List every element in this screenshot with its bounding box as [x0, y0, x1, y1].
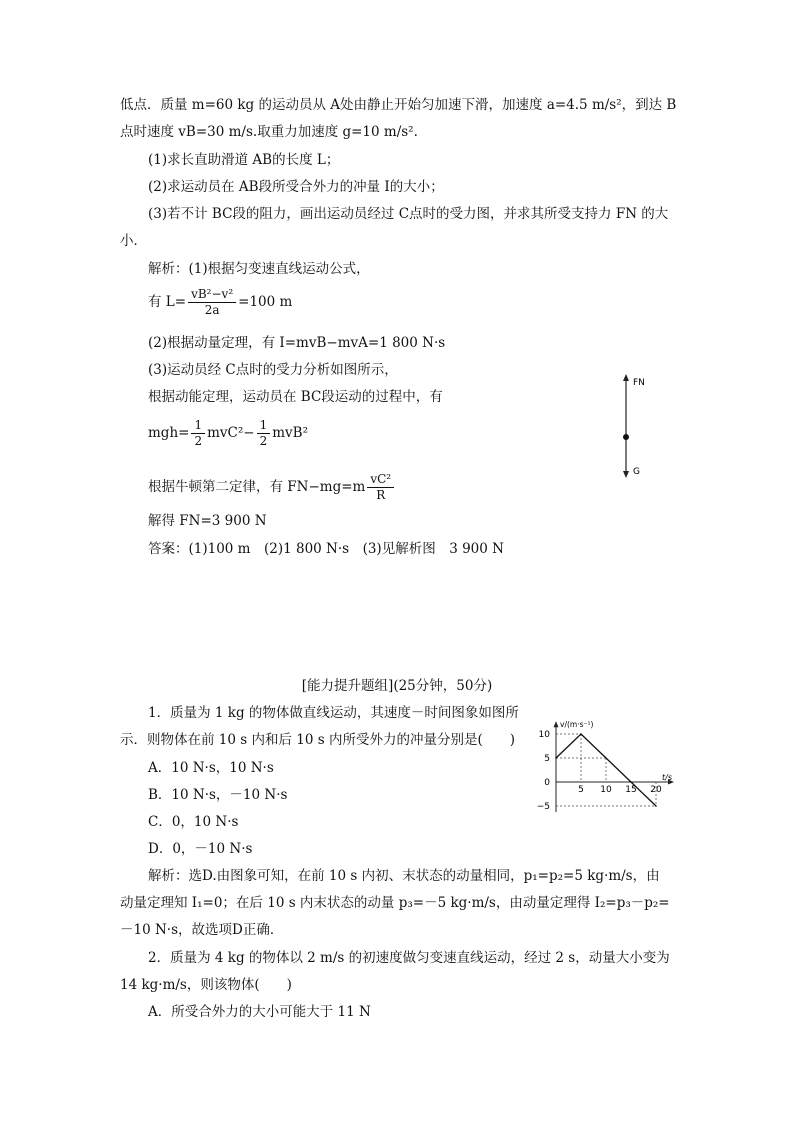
- velocity-point: [555, 757, 557, 759]
- g-label: G: [633, 467, 640, 477]
- energy-lhs: mgh=: [148, 425, 190, 441]
- y-tick-label: −5: [536, 802, 550, 812]
- half-den-1: 2: [194, 434, 203, 448]
- length-fraction-num: vB²−v²: [188, 287, 236, 303]
- solution-result: 解得 FN=3 900 N: [148, 513, 267, 529]
- question-3-line2: 小．: [120, 233, 147, 249]
- x-tick-label: 10: [600, 785, 612, 795]
- question-1: (1)求长直助滑道 AB的长度 L；: [148, 152, 340, 168]
- problem-intro-line1: 低点．质量 m=60 kg 的运动员从 A处由静止开始匀加速下滑，加速度 a=4.5 m/s²，到达 B: [120, 97, 677, 113]
- velocity-point: [580, 733, 582, 735]
- solution-heading: 解析：(1)根据匀变速直线运动公式，: [148, 261, 370, 277]
- g-arrowhead: [623, 471, 629, 478]
- length-equation-lhs: 有 L=: [148, 294, 187, 310]
- x-axis-label: t/s: [662, 773, 672, 782]
- newton-lhs: 根据牛顿第二定律，有 FN−mg=m: [148, 479, 366, 495]
- option-b: B．10 N·s，－10 N·s: [148, 787, 288, 803]
- mass-point: [623, 434, 629, 440]
- energy-term-c: mvC²: [207, 425, 244, 441]
- question-3-line1: (3)若不计 BC段的阻力，画出运动员经过 C点时的受力图，并求其所受支持力 FN 的大: [148, 206, 669, 222]
- y-axis-label: v/(m·s⁻¹): [560, 720, 594, 730]
- answer-line: 答案：(1)100 m (2)1 800 N·s (3)见解析图 3 900 N: [148, 541, 504, 557]
- option-d: D．0，－10 N·s: [148, 841, 253, 857]
- x-tick-label: 15: [625, 785, 637, 795]
- problem-intro-line2: 点时速度 vB=30 m/s.取重力加速度 g=10 m/s².: [120, 124, 418, 140]
- energy-minus: −: [243, 425, 255, 441]
- half-fraction-1: [191, 418, 205, 449]
- section-title: [能力提升题组](25分钟，50分): [301, 678, 493, 694]
- option-c: C．0，10 N·s: [148, 814, 239, 830]
- half-den-2: 2: [259, 434, 268, 448]
- newton-den: R: [376, 488, 386, 502]
- newton-fraction: [367, 472, 394, 503]
- solution-energy-intro: 根据动能定理，运动员在 BC段运动的过程中，有: [148, 389, 443, 405]
- energy-equation: [148, 418, 308, 449]
- half-num-1: 1: [191, 418, 205, 434]
- y-tick-label: 0: [544, 778, 550, 788]
- velocity-point: [630, 781, 632, 783]
- half-num-2: 1: [257, 418, 271, 434]
- y-tick-label: 5: [544, 754, 550, 764]
- x-tick-label: 5: [578, 785, 584, 795]
- newton-equation: [148, 472, 396, 503]
- y-tick-label: 10: [538, 730, 550, 740]
- energy-term-b: mvB²: [272, 425, 308, 441]
- option-a: A．10 N·s，10 N·s: [148, 760, 274, 776]
- force-diagram: [610, 372, 660, 482]
- fn-arrowhead: [623, 374, 629, 381]
- problem-2-line1: 2．质量为 4 kg 的物体以 2 m/s 的初速度做匀变速直线运动，经过 2 s，动量大小变为: [148, 950, 670, 966]
- problem-2-option-a: A．所受合外力的大小可能大于 11 N: [148, 1004, 371, 1020]
- velocity-time-chart: [528, 712, 678, 812]
- length-equation-result: =100 m: [238, 294, 293, 310]
- problem-1-line1: 1．质量为 1 kg 的物体做直线运动，其速度－时间图象如图所: [148, 705, 519, 721]
- fn-label: FN: [633, 378, 645, 388]
- problem-2-line2: 14 kg·m/s，则该物体( ): [120, 977, 292, 993]
- newton-num: vC²: [367, 472, 394, 488]
- question-2: (2)求运动员在 AB段所受合外力的冲量 I的大小；: [148, 179, 444, 195]
- solution-1-line1: 解析：选D.由图象可知，在前 10 s 内初、末状态的动量相同，p₁=p₂=5 kg·m/s，由: [148, 868, 660, 884]
- velocity-point: [655, 805, 657, 807]
- solution-3: (3)运动员经 C点时的受力分析如图所示，: [148, 362, 398, 378]
- velocity-point: [605, 757, 607, 759]
- x-tick-label: 20: [650, 785, 662, 795]
- length-fraction-den: 2a: [204, 303, 220, 317]
- length-equation: [148, 287, 292, 318]
- solution-2: (2)根据动量定理，有 I=mvB−mvA=1 800 N·s: [148, 335, 446, 351]
- solution-1-line3: －10 N·s，故选项D正确．: [120, 922, 284, 938]
- solution-1-line2: 动量定理知 I₁=0；在后 10 s 内末状态的动量 p₃=－5 kg·m/s，由动量定理得 I₂=p₃－p₂=: [120, 895, 670, 911]
- length-fraction: [188, 287, 236, 318]
- y-axis-arrowhead: [554, 721, 559, 727]
- problem-1-line2: 示．则物体在前 10 s 内和后 10 s 内所受外力的冲量分别是( ): [120, 732, 515, 748]
- half-fraction-2: [257, 418, 271, 449]
